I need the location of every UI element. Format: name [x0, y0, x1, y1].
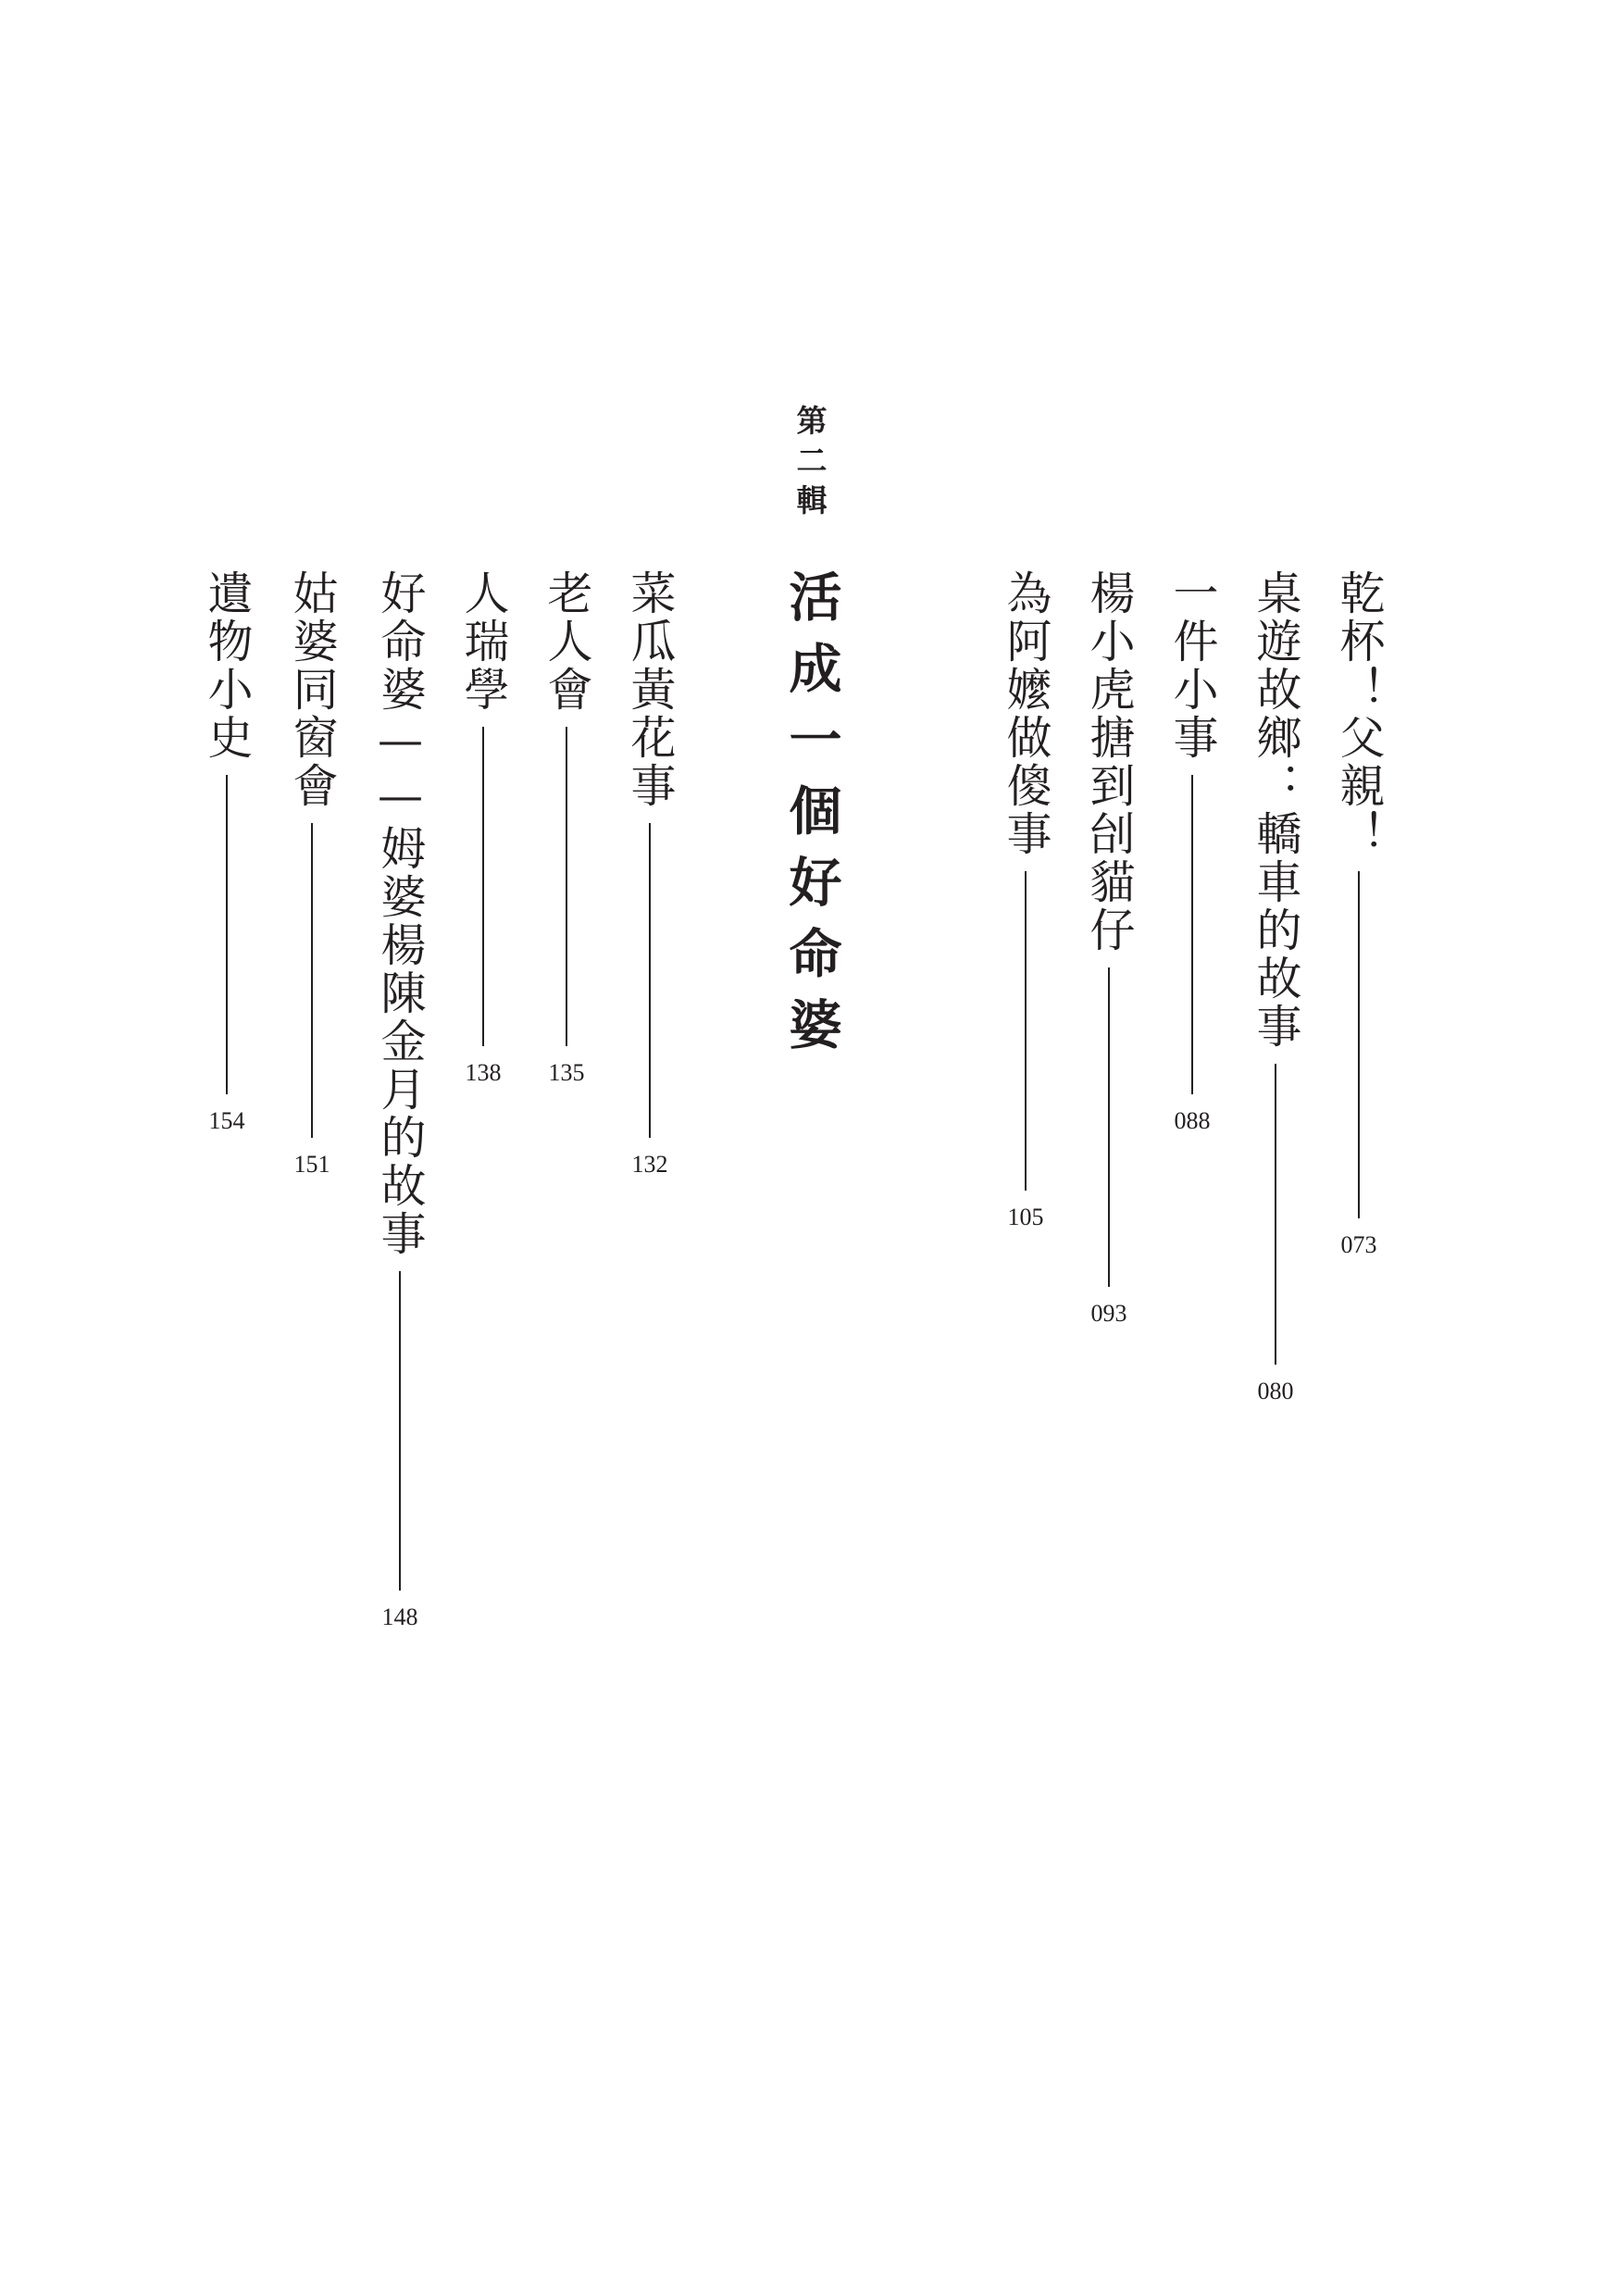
toc-entry[interactable] [1081, 569, 1137, 1328]
toc-entry[interactable] [199, 569, 255, 1135]
leader-line [311, 823, 313, 1138]
leader-line [1191, 775, 1193, 1094]
page-number: 151 [293, 1151, 330, 1178]
page-number: 148 [381, 1603, 418, 1630]
toc-entry[interactable] [284, 569, 340, 1179]
toc-entry[interactable] [455, 569, 511, 1087]
entry-title: 菜瓜黃花事 [624, 569, 677, 810]
entry-title: 一件小事 [1166, 569, 1219, 762]
page-number: 132 [631, 1151, 668, 1178]
leader-line [566, 727, 567, 1046]
leader-line [1025, 871, 1027, 1191]
page-number: 135 [548, 1059, 585, 1086]
page-number: 093 [1090, 1300, 1127, 1327]
toc-entry[interactable] [372, 569, 428, 1631]
entry-title: 人瑞學 [457, 569, 510, 714]
toc-entry[interactable] [1331, 569, 1387, 1259]
page-number: 088 [1174, 1107, 1211, 1134]
page-number: 138 [465, 1059, 502, 1086]
entry-title: 老人會 [541, 569, 593, 714]
entry-title: 姑婆同窗會 [286, 569, 339, 810]
toc-entry[interactable] [539, 569, 594, 1087]
leader-line [1358, 871, 1360, 1218]
entry-title: 好命婆——姆婆楊陳金月的故事 [374, 569, 427, 1258]
entry-title: 楊小虎搪到刣貓仔 [1083, 569, 1136, 955]
toc-entry[interactable] [1164, 569, 1220, 1135]
leader-line [482, 727, 484, 1046]
leader-line [1108, 967, 1110, 1287]
toc-entry[interactable] [998, 569, 1053, 1231]
page-number: 073 [1340, 1231, 1377, 1258]
page-number: 105 [1007, 1204, 1044, 1230]
entry-title: 乾杯！父親！ [1333, 569, 1386, 858]
entry-title: 桌遊故鄉：轎車的故事 [1250, 569, 1302, 1051]
page-number: 080 [1257, 1378, 1294, 1404]
leader-line [399, 1271, 401, 1591]
entry-title: 遺物小史 [201, 569, 254, 762]
toc-entry[interactable] [1248, 569, 1303, 1405]
leader-line [226, 775, 228, 1094]
toc-entry[interactable] [622, 569, 678, 1179]
leader-line [649, 823, 651, 1138]
entry-title: 為阿嬤做傻事 [1000, 569, 1052, 858]
section-label: 第二輯 [791, 405, 828, 524]
section-title: 活成一個好命婆 [780, 569, 842, 1068]
leader-line [1275, 1064, 1276, 1365]
page-number: 154 [208, 1107, 245, 1134]
